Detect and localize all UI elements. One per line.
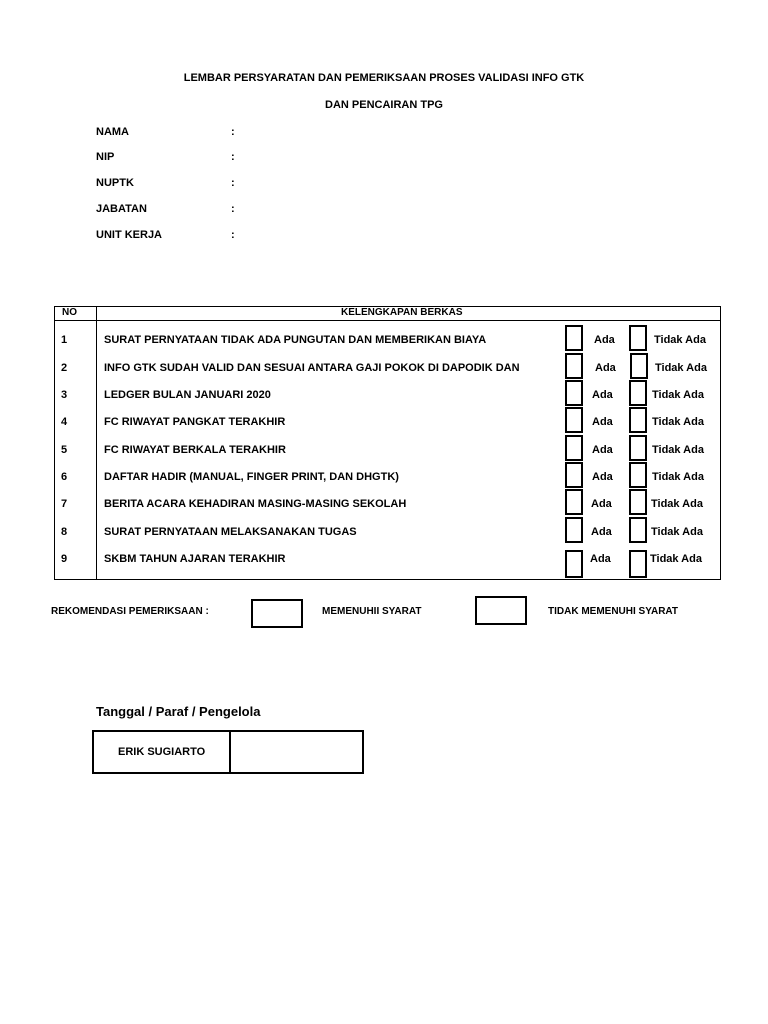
field-separator: : [231, 126, 235, 138]
table-header-berkas: KELENGKAPAN BERKAS [341, 307, 463, 318]
tidak-ada-label: Tidak Ada [652, 389, 704, 401]
row-number: 7 [61, 498, 68, 510]
tidak-ada-checkbox[interactable] [629, 435, 647, 461]
tidak-ada-label: Tidak Ada [652, 471, 704, 483]
row-item: LEDGER BULAN JANUARI 2020 [104, 389, 271, 401]
field-label-nip: NIP [96, 151, 115, 163]
tidak-memenuhi-checkbox[interactable] [475, 596, 527, 625]
row-item: INFO GTK SUDAH VALID DAN SESUAI ANTARA GAJI POKOK DI DAPODIK DAN [104, 362, 520, 374]
tidak-ada-checkbox[interactable] [629, 550, 647, 578]
table-header-no: NO [62, 307, 77, 318]
row-item: SKBM TAHUN AJARAN TERAKHIR [104, 553, 286, 565]
tidak-ada-label: Tidak Ada [655, 362, 707, 374]
tidak-ada-label: Tidak Ada [654, 334, 706, 346]
field-separator: : [231, 203, 235, 215]
signature-heading: Tanggal / Paraf / Pengelola [96, 704, 261, 719]
tidak-memenuhi-label: TIDAK MEMENUHI SYARAT [548, 606, 679, 617]
tidak-ada-checkbox[interactable] [629, 489, 647, 515]
row-item: DAFTAR HADIR (MANUAL, FINGER PRINT, DAN DHGTK) [104, 471, 399, 483]
field-label-jabatan: JABATAN [96, 203, 147, 215]
tidak-ada-label: Tidak Ada [650, 553, 702, 565]
ada-label: Ada [595, 362, 616, 374]
ada-label: Ada [592, 444, 613, 456]
tidak-ada-checkbox[interactable] [629, 517, 647, 543]
row-number: 2 [61, 362, 68, 374]
field-separator: : [231, 177, 235, 189]
tidak-ada-checkbox[interactable] [629, 325, 647, 351]
ada-label: Ada [594, 334, 615, 346]
ada-checkbox[interactable] [565, 325, 583, 351]
ada-label: Ada [590, 553, 611, 565]
ada-checkbox[interactable] [565, 550, 583, 578]
table-header-divider [54, 320, 721, 321]
tidak-ada-checkbox[interactable] [629, 380, 647, 406]
ada-checkbox[interactable] [565, 407, 583, 433]
row-number: 8 [61, 526, 68, 538]
table-column-divider [96, 306, 97, 580]
ada-checkbox[interactable] [565, 380, 583, 406]
checklist-table [54, 306, 721, 580]
tidak-ada-checkbox[interactable] [629, 462, 647, 488]
tidak-ada-label: Tidak Ada [652, 444, 704, 456]
row-number: 3 [61, 389, 68, 401]
field-label-nuptk: NUPTK [96, 177, 134, 189]
pengelola-name: ERIK SUGIARTO [118, 746, 206, 758]
field-label-nama: NAMA [96, 126, 129, 138]
signature-divider [229, 730, 231, 774]
ada-label: Ada [591, 526, 612, 538]
row-number: 9 [61, 553, 68, 565]
ada-checkbox[interactable] [565, 435, 583, 461]
ada-checkbox[interactable] [565, 353, 583, 379]
tidak-ada-label: Tidak Ada [651, 526, 703, 538]
row-number: 6 [61, 471, 68, 483]
document-title-line2: DAN PENCAIRAN TPG [325, 99, 443, 111]
tidak-ada-checkbox[interactable] [629, 407, 647, 433]
document-title-line1: LEMBAR PERSYARATAN DAN PEMERIKSAAN PROSES VALIDASI INFO GTK [183, 72, 585, 84]
ada-checkbox[interactable] [565, 517, 583, 543]
row-item: SURAT PERNYATAAN MELAKSANAKAN TUGAS [104, 526, 357, 538]
field-separator: : [231, 151, 235, 163]
ada-label: Ada [592, 471, 613, 483]
ada-label: Ada [591, 498, 612, 510]
tidak-ada-label: Tidak Ada [651, 498, 703, 510]
ada-checkbox[interactable] [565, 489, 583, 515]
tidak-ada-label: Tidak Ada [652, 416, 704, 428]
ada-checkbox[interactable] [565, 462, 583, 488]
ada-label: Ada [592, 416, 613, 428]
row-item: SURAT PERNYATAAN TIDAK ADA PUNGUTAN DAN MEMBERIKAN BIAYA [104, 334, 487, 346]
memenuhi-label: MEMENUHII SYARAT [322, 606, 422, 617]
row-number: 4 [61, 416, 68, 428]
paraf-field[interactable] [233, 734, 360, 770]
row-item: BERITA ACARA KEHADIRAN MASING-MASING SEKOLAH [104, 498, 407, 510]
field-label-unit-kerja: UNIT KERJA [96, 229, 163, 241]
rekomendasi-label: REKOMENDASI PEMERIKSAAN : [51, 606, 209, 617]
row-item: FC RIWAYAT PANGKAT TERAKHIR [104, 416, 286, 428]
field-separator: : [231, 229, 235, 241]
tidak-ada-checkbox[interactable] [630, 353, 648, 379]
ada-label: Ada [592, 389, 613, 401]
row-number: 1 [61, 334, 68, 346]
row-item: FC RIWAYAT BERKALA TERAKHIR [104, 444, 286, 456]
row-number: 5 [61, 444, 68, 456]
memenuhi-checkbox[interactable] [251, 599, 303, 628]
